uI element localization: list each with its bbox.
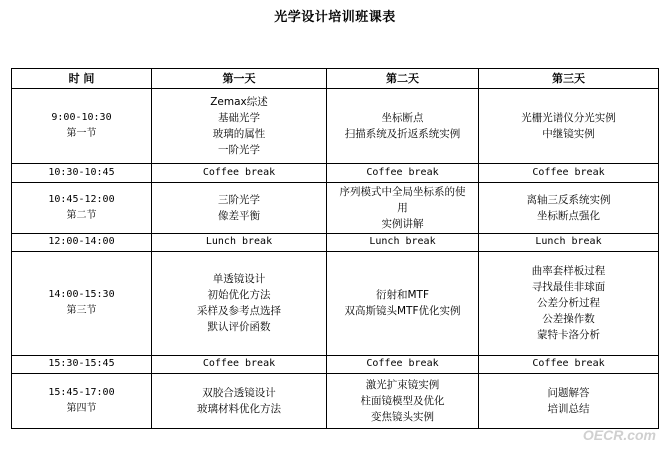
cell-line: 问题解答 — [547, 387, 590, 400]
cell-line: Coffee break — [202, 358, 276, 370]
cell-line: 柱面镜模型及优化 — [360, 395, 445, 408]
cell-line: Coffee break — [366, 167, 439, 179]
schedule-table — [11, 68, 659, 429]
cell-line: 双胶合透镜设计 — [202, 387, 276, 400]
cell-day2 — [327, 183, 479, 234]
cell-line: 蒙特卡洛分析 — [537, 329, 600, 342]
schedule-row — [12, 89, 659, 164]
cell-line: 10:30-10:45 — [48, 167, 115, 179]
header-day3: 第三天 — [479, 69, 659, 89]
cell-line: 像差平衡 — [218, 209, 260, 222]
cell-time — [12, 183, 152, 234]
cell-day3 — [479, 183, 659, 234]
cell-day2 — [327, 89, 479, 164]
cell-line: 离轴三反系统实例 — [526, 193, 611, 206]
watermark: OECR.com — [582, 427, 656, 443]
cell-line: 序列模式中全局坐标系的使 — [339, 185, 466, 198]
cell-line: Zemax综述 — [210, 96, 268, 109]
cell-line: Coffee break — [202, 167, 276, 179]
cell-line: 10:45-12:00 — [48, 193, 115, 205]
cell-day1 — [152, 183, 327, 234]
cell-day3 — [479, 89, 659, 164]
cell-line: Coffee break — [366, 358, 439, 370]
cell-line: 玻璃的属性 — [212, 128, 266, 141]
cell-day3 — [479, 355, 659, 374]
cell-line: 实例讲解 — [381, 217, 424, 230]
cell-line: 第四节 — [66, 403, 97, 415]
cell-line: 扫描系统及折返系统实例 — [344, 128, 461, 141]
schedule-row — [12, 355, 659, 374]
cell-line: 公差操作数 — [542, 313, 595, 326]
cell-line: 坐标断点 — [381, 112, 424, 125]
cell-day2 — [327, 233, 479, 252]
cell-day3 — [479, 252, 659, 355]
cell-line: 第三节 — [66, 305, 97, 317]
cell-line: 单透镜设计 — [212, 273, 266, 286]
cell-line: 衍射和MTF — [375, 289, 429, 302]
cell-time — [12, 252, 152, 355]
cell-line: 第一节 — [66, 128, 97, 140]
cell-day1 — [152, 164, 327, 183]
cell-line: 用 — [397, 201, 408, 214]
cell-line: 默认评价函数 — [207, 321, 271, 334]
cell-day1 — [152, 233, 327, 252]
cell-line: 曲率套样板过程 — [531, 265, 606, 278]
cell-time — [12, 374, 152, 429]
header-time: 时 间 — [12, 69, 152, 89]
cell-line: 12:00-14:00 — [48, 236, 115, 248]
cell-line: 玻璃材料优化方法 — [197, 403, 281, 416]
cell-line: Lunch break — [369, 236, 436, 248]
cell-line: 一阶光学 — [218, 144, 260, 157]
cell-time — [12, 89, 152, 164]
cell-line: 公差分析过程 — [537, 297, 600, 310]
cell-line: 基础光学 — [218, 112, 260, 125]
cell-line: 光栅光谱仪分光实例 — [521, 112, 616, 125]
cell-day2 — [327, 164, 479, 183]
schedule-row — [12, 252, 659, 355]
cell-line: 15:45-17:00 — [48, 387, 115, 399]
page-title: 光学设计培训班课表 — [274, 10, 396, 25]
cell-day1 — [152, 89, 327, 164]
cell-day3 — [479, 374, 659, 429]
schedule-row — [12, 233, 659, 252]
cell-line: Lunch break — [535, 236, 602, 248]
cell-line: 15:30-15:45 — [48, 358, 115, 370]
cell-time — [12, 355, 152, 374]
cell-day2 — [327, 252, 479, 355]
cell-line: 激光扩束镜实例 — [365, 379, 440, 392]
cell-line: 双高斯镜头MTF优化实例 — [344, 305, 461, 318]
schedule-row — [12, 183, 659, 234]
cell-line: 14:00-15:30 — [48, 289, 115, 301]
cell-line: 采样及参考点选择 — [197, 305, 281, 318]
header-row — [12, 69, 659, 89]
cell-day2 — [327, 355, 479, 374]
cell-line: Coffee break — [532, 358, 605, 370]
cell-day3 — [479, 164, 659, 183]
cell-day1 — [152, 374, 327, 429]
cell-line: 坐标断点强化 — [537, 209, 600, 222]
cell-day3 — [479, 233, 659, 252]
cell-line: 初始优化方法 — [207, 289, 271, 302]
cell-line: 第二节 — [66, 209, 97, 221]
header-day1: 第一天 — [152, 69, 327, 89]
cell-line: Coffee break — [532, 167, 605, 179]
header-day2: 第二天 — [327, 69, 479, 89]
cell-time — [12, 164, 152, 183]
cell-line: 三阶光学 — [218, 193, 260, 206]
cell-line: 培训总结 — [547, 403, 590, 416]
cell-day1 — [152, 252, 327, 355]
cell-line: 中继镜实例 — [542, 128, 595, 141]
schedule-row — [12, 164, 659, 183]
cell-line: Lunch break — [205, 236, 273, 248]
cell-day1 — [152, 355, 327, 374]
cell-time — [12, 233, 152, 252]
cell-line: 9:00-10:30 — [51, 112, 112, 124]
cell-line: 寻找最佳非球面 — [531, 281, 606, 294]
schedule-row — [12, 374, 659, 429]
cell-day2 — [327, 374, 479, 429]
cell-line: 变焦镜头实例 — [371, 411, 434, 424]
